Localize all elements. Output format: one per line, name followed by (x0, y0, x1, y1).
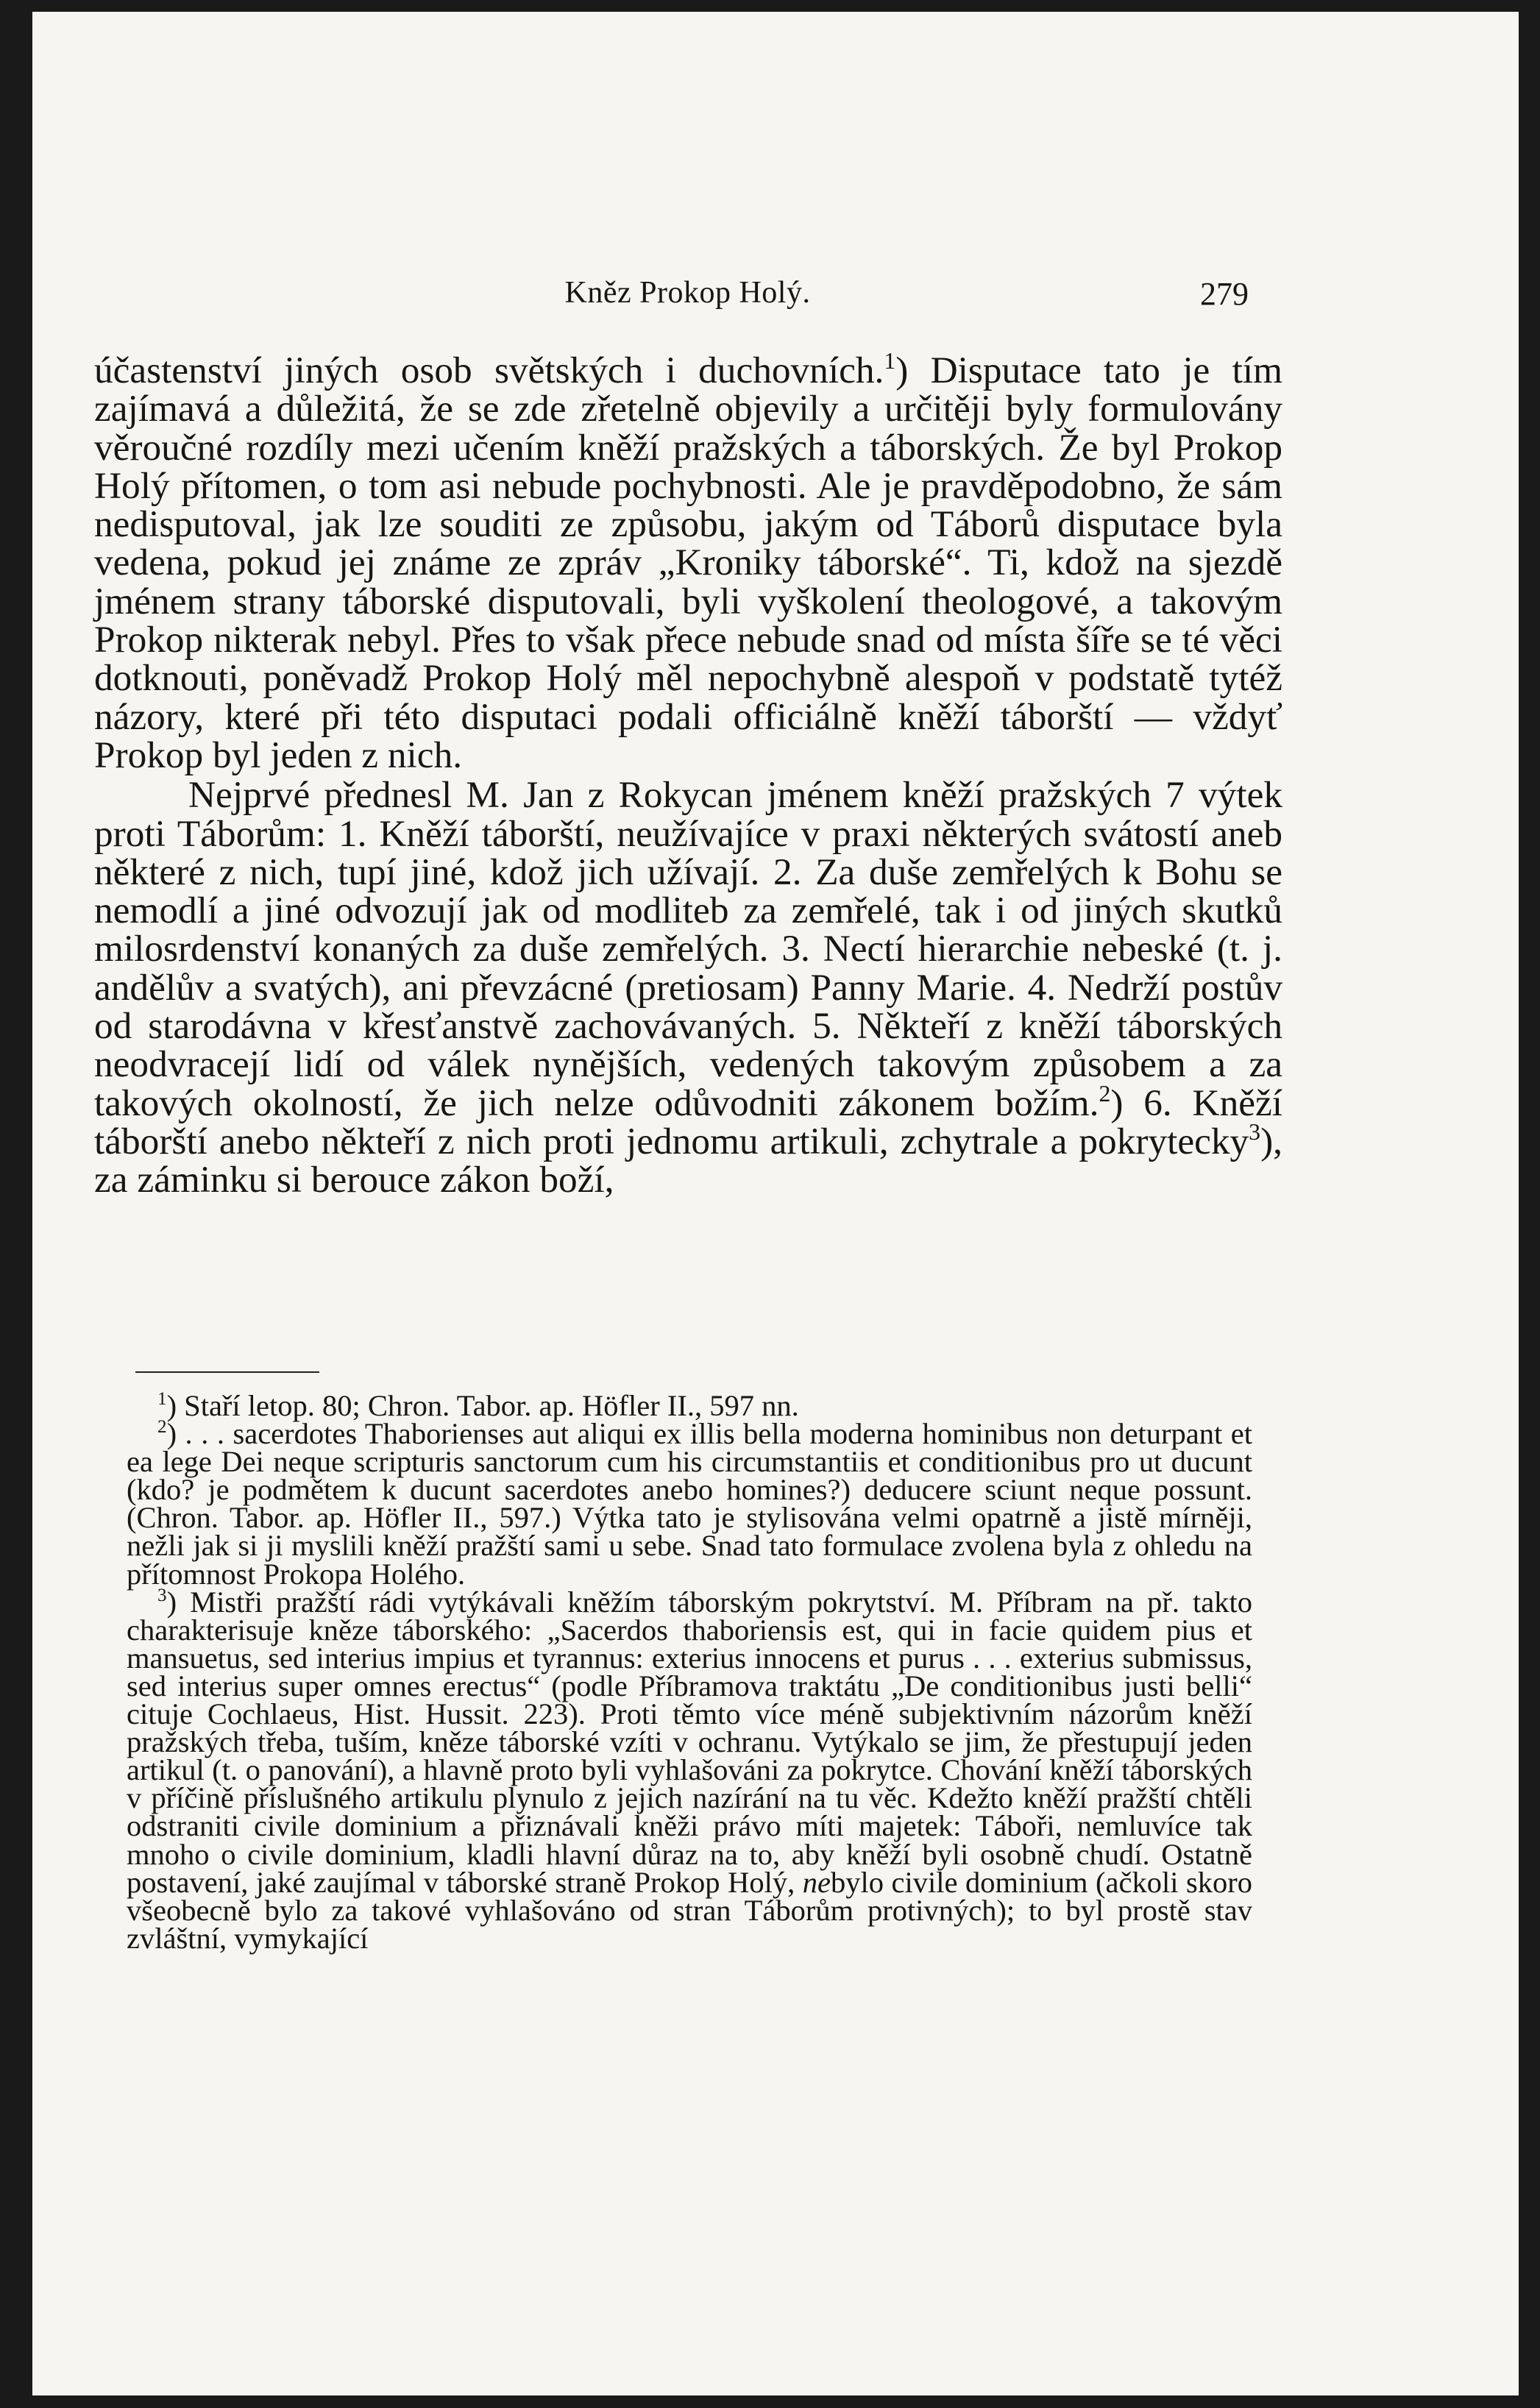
footnote-3 (127, 1585, 1252, 1955)
footnote-1 (127, 1388, 1252, 1422)
page-number: 279 (1200, 276, 1249, 312)
book-page (32, 12, 1519, 2395)
paragraph-2-part-a: Nejprvé přednesl M. Jan z Rokycan jménem kněží pražských 7 výtek proti Táborům: 1. Kněží táborští, neužívajíce v praxi některých svátostí aneb některé z nich, tupí jiné, kdož jich užívají. 2. Za duše zemřelých k Bohu se nemodlí a jiné odvozují jak od modliteb za zemřelé, tak i od jiných skutků milosrdenství konaných za duše zemřelých. 3. Nectí hierarchie nebeské (t. j. andělův a svatých), ani převzácné (pretiosam) Panny Marie. 4. Nedrží postův od starodávna v křesťanstvě zachovávaných. 5. Někteří z kněží táborských neodvracejí lidí od válek nynějších, vedených takovým způsobem a za takových okolností, že jich nelze odůvodniti zákonem božím. (94, 774, 1282, 1124)
footnote-ref-2: 2 (1099, 1080, 1111, 1107)
paragraph-1-part-a: účastenství jiných osob světských i duchovních. (94, 349, 884, 391)
footnote-ref-1: 1 (884, 347, 896, 374)
paragraph-1-part-b: ) Disputace tato je tím zajímavá a důležitá, že se zde zřetelně objevily a určitěji byly formulovány věroučné rozdíly mezi učením kněží pražských a táborských. Že byl Prokop Holý přítomen, o tom asi nebude pochybnosti. Ale je pravděpodobno, že sám nedisputoval, jak lze souditi ze způsobu, jakým od Táborů disputace byla vedena, pokud jej známe ze zpráv „Kroniky táborské“. Ti, kdož na sjezdě jménem strany táborské disputovali, byli vyškolení theologové, a takovým Prokop nikterak nebyl. Přes to však přece nebude snad od místa šíře se té věci dotknouti, poněvadž Prokop Holý měl nepochybně alespoň v podstatě tytéž názory, které při této disputaci podali officiálně kněží táborští — vždyť Prokop byl jeden z nich. (94, 349, 1282, 776)
paragraph-1 (94, 347, 1282, 776)
footnote-3-text-continued: bylo civile dominium (ačkoli skoro všeobecně bylo za takové vyhlašováno od stran Táborům protivných); to byl prostě stav zvláštní, vymykající (127, 1865, 1252, 1955)
footnote-mark-3: 3 (157, 1585, 167, 1605)
paragraph-2-part-b: ) 6. Kněží táborští anebo někteří z nich proti jednomu artikuli, zchytrale a pokrytecky (94, 1082, 1283, 1162)
footnote-3-emphasis: ne (802, 1865, 831, 1899)
footnote-separator (135, 1371, 319, 1373)
footnote-mark-2: 2 (157, 1417, 167, 1438)
footnote-ref-3: 3 (1249, 1118, 1261, 1145)
footnote-mark-1: 1 (157, 1388, 167, 1409)
main-text (94, 347, 1283, 1201)
footnotes (127, 1388, 1252, 1955)
page-header (127, 275, 1249, 319)
footnote-2 (127, 1417, 1252, 1591)
paragraph-2-part-c: ), za záminku si berouce zákon boží, (94, 1120, 1282, 1201)
paragraph-2 (94, 776, 1282, 1199)
footnote-3-text: ) Mistři pražští rádi vytýkávali kněžím táborským pokrytství. M. Příbram na př. takto charakterisuje kněze táborského: „Sacerdos thaboriensis est, qui in facie quidem pius et mansuetus, sed interius impius et tyrannus: exterius innocens et purus . . . exterius submissus, sed interius super omnes erectus“ (podle Příbramova traktátu „De conditionibus justi belli“ cituje Cochlaeus, Hist. Hussit. 223). Proti těmto více méně subjektivním názorům kněží pražských třeba, tuším, kněze táborské vzíti v ochranu. Vytýkalo se jim, že přestupují jeden artikul (t. o panování), a hlavně proto byli vyhlašováni za pokrytce. Chování kněží táborských v příčině příslušného artikulu plynulo z jejich nazírání na tu věc. Kdežto kněží pražští chtěli odstraniti civile dominium a přiznávali kněži právo míti majetek: Táboři, nemluvíce tak mnoho o civile dominium, kladli hlavní důraz na to, aby kněží byli osobně chudí. Ostatně postavení, jaké zaujímal v táborské straně Prokop Holý, (127, 1585, 1252, 1899)
footnote-2-text: ) . . . sacerdotes Thaborienses aut aliqui ex illis bella moderna hominibus non deturpant et ea lege Dei neque scripturis sanctorum cum his circumstantiis et conditionibus pro ut ducunt (kdo? je podmětem k ducunt sacerdotes anebo homines?) deducere sciunt neque possunt. (Chron. Tabor. ap. Höfler II., 597.) Výtka tato je stylisována velmi opatrně a jistě mírněji, nežli jak si ji myslili kněží pražští sami u sebe. Snad tato formulace zvolena byla z ohledu na přítomnost Prokopa Holého. (127, 1417, 1252, 1591)
footnote-1-text: ) Staří letop. 80; Chron. Tabor. ap. Höfler II., 597 nn. (166, 1389, 799, 1422)
running-title: Kněz Prokop Holý. (564, 276, 811, 310)
